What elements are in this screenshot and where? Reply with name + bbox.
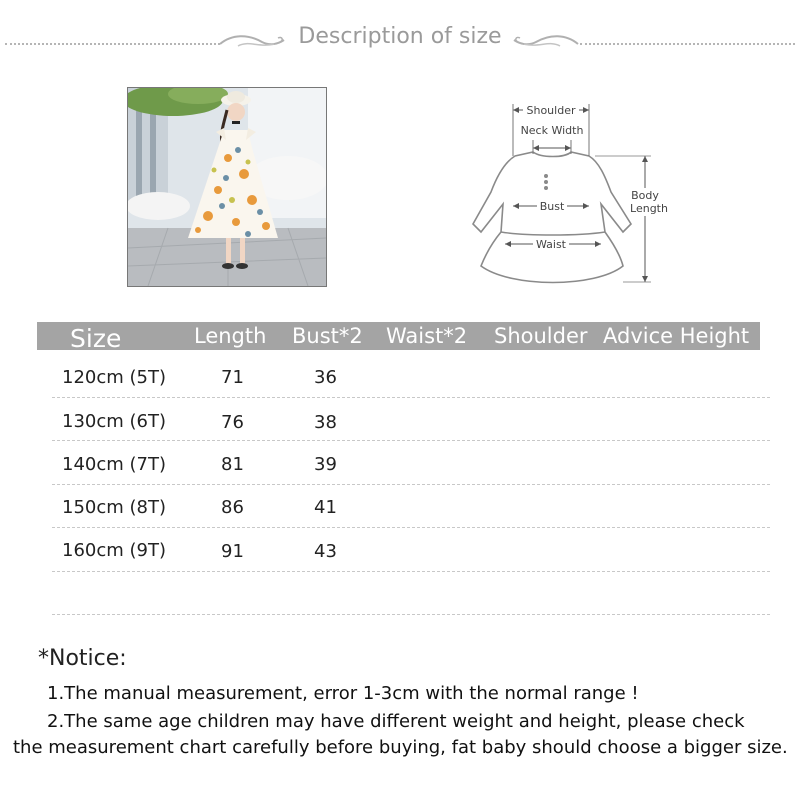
cell-bust: 38 <box>314 412 337 433</box>
cell-length: 76 <box>221 412 244 433</box>
cell-bust: 41 <box>314 497 337 518</box>
neck-width-label: Neck Width <box>520 124 584 137</box>
shoulder-label: Shoulder <box>526 104 576 117</box>
cell-length: 71 <box>221 367 244 388</box>
header-advice-height: Advice Height <box>603 324 750 348</box>
swirl-ornament-right-icon <box>512 30 580 52</box>
notice-title: *Notice: <box>38 646 127 671</box>
header-length: Length <box>194 324 267 348</box>
body-length-label-line1: Body <box>631 189 659 202</box>
size-table-header <box>37 322 760 353</box>
body-length-label-line2: Length <box>630 202 668 215</box>
cell-bust: 36 <box>314 367 337 388</box>
button-dot-icon <box>544 186 548 190</box>
notice-line-1: 1.The manual measurement, error 1-3cm with the normal range ! <box>47 683 639 704</box>
cell-size: 130cm (6T) <box>62 411 167 432</box>
header-size: Size <box>70 324 122 353</box>
notice-line-3: the measurement chart carefully before buying, fat baby should choose a bigger size. <box>13 737 788 758</box>
girl-in-dress-illustration <box>128 88 326 286</box>
measurement-diagram <box>455 96 685 291</box>
button-dot-icon <box>544 180 548 184</box>
row-divider <box>52 440 770 441</box>
cell-size: 140cm (7T) <box>62 454 167 475</box>
product-photo <box>127 87 327 287</box>
cell-size: 120cm (5T) <box>62 367 167 388</box>
cell-length: 91 <box>221 541 244 562</box>
header-dotted-line-left <box>5 43 220 45</box>
header-shoulder: Shoulder <box>494 324 588 348</box>
cell-size: 150cm (8T) <box>62 497 167 518</box>
header-bust: Bust*2 <box>292 324 363 348</box>
notice-line-2: 2.The same age children may have different weight and height, please check <box>47 711 745 732</box>
header-dotted-line-right <box>580 43 795 45</box>
row-divider <box>52 527 770 528</box>
button-dot-icon <box>544 174 548 178</box>
swirl-ornament-left-icon <box>218 30 286 52</box>
header-waist: Waist*2 <box>386 324 468 348</box>
waist-label: Waist <box>535 238 567 251</box>
cell-length: 86 <box>221 497 244 518</box>
row-divider <box>52 571 770 572</box>
row-divider <box>52 484 770 485</box>
row-divider <box>52 614 770 615</box>
row-divider <box>52 397 770 398</box>
cell-bust: 39 <box>314 454 337 475</box>
page-title: Description of size <box>298 24 502 49</box>
cell-length: 81 <box>221 454 244 475</box>
cell-bust: 43 <box>314 541 337 562</box>
cell-size: 160cm (9T) <box>62 540 167 561</box>
bust-label: Bust <box>539 200 565 213</box>
